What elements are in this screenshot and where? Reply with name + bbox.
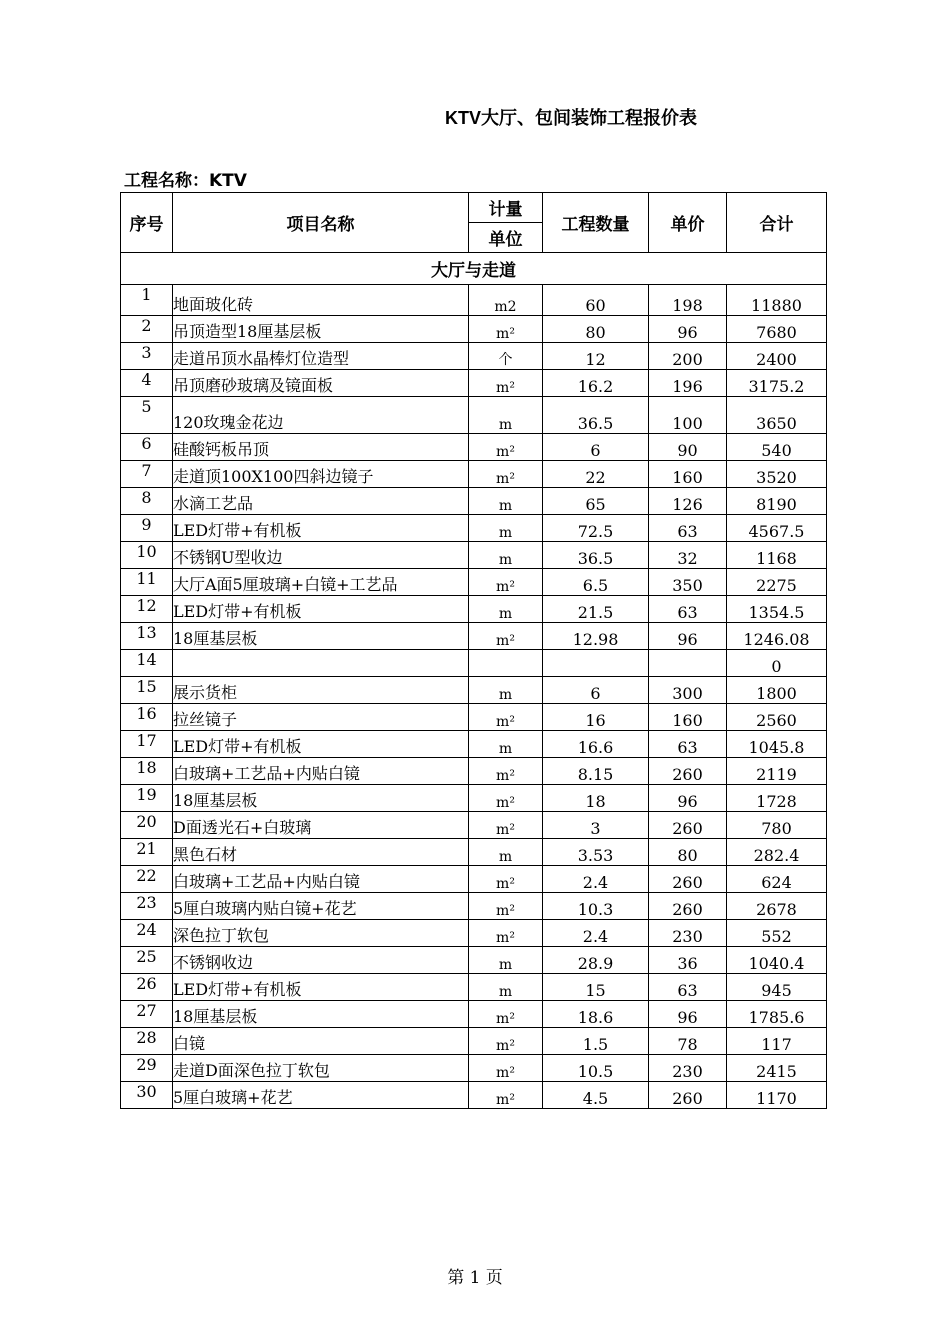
header-price: 单价: [649, 193, 727, 253]
table-row: [121, 704, 827, 731]
row-total: 117: [727, 1028, 827, 1055]
row-no: 22: [121, 866, 173, 893]
row-price: 96: [649, 316, 727, 343]
row-unit: 个: [469, 343, 543, 370]
row-name: 走道D面深色拉丁软包: [173, 1055, 469, 1082]
row-total: 780: [727, 812, 827, 839]
row-total: 11880: [727, 285, 827, 316]
row-price: 96: [649, 623, 727, 650]
row-no: 7: [121, 461, 173, 488]
row-price: 78: [649, 1028, 727, 1055]
row-unit: m²: [469, 623, 543, 650]
table-row: [121, 1001, 827, 1028]
row-no: 16: [121, 704, 173, 731]
row-name: 18厘基层板: [173, 623, 469, 650]
row-price: 32: [649, 542, 727, 569]
row-name: LED灯带+有机板: [173, 974, 469, 1001]
row-unit: m²: [469, 1028, 543, 1055]
row-qty: 2.4: [543, 866, 649, 893]
row-no: 25: [121, 947, 173, 974]
row-qty: [543, 650, 649, 677]
row-price: 96: [649, 1001, 727, 1028]
row-qty: 3: [543, 812, 649, 839]
row-qty: 6.5: [543, 569, 649, 596]
row-no: 9: [121, 515, 173, 542]
row-unit: m²: [469, 461, 543, 488]
row-qty: 6: [543, 434, 649, 461]
row-price: 96: [649, 785, 727, 812]
quote-table: [120, 192, 827, 1109]
row-total: 1168: [727, 542, 827, 569]
row-no: 28: [121, 1028, 173, 1055]
row-qty: 4.5: [543, 1082, 649, 1109]
row-no: 29: [121, 1055, 173, 1082]
row-no: 1: [121, 285, 173, 316]
row-name: [173, 650, 469, 677]
row-unit: m²: [469, 920, 543, 947]
row-total: 1800: [727, 677, 827, 704]
row-no: 23: [121, 893, 173, 920]
row-no: 30: [121, 1082, 173, 1109]
section-title: 大厅与走道: [121, 253, 827, 285]
header-total: 合计: [727, 193, 827, 253]
row-name: 吊顶造型18厘基层板: [173, 316, 469, 343]
row-unit: m²: [469, 1082, 543, 1109]
row-total: 2678: [727, 893, 827, 920]
table-row: [121, 596, 827, 623]
row-price: 260: [649, 866, 727, 893]
row-qty: 22: [543, 461, 649, 488]
row-qty: 80: [543, 316, 649, 343]
row-price: 300: [649, 677, 727, 704]
row-qty: 18: [543, 785, 649, 812]
row-total: 2415: [727, 1055, 827, 1082]
row-total: 1045.8: [727, 731, 827, 758]
table-row: [121, 434, 827, 461]
row-qty: 12.98: [543, 623, 649, 650]
row-total: 3520: [727, 461, 827, 488]
row-total: 1246.08: [727, 623, 827, 650]
row-name: LED灯带+有机板: [173, 515, 469, 542]
row-unit: m²: [469, 866, 543, 893]
row-no: 10: [121, 542, 173, 569]
row-price: 36: [649, 947, 727, 974]
row-unit: m: [469, 488, 543, 515]
row-name: 不锈钢收边: [173, 947, 469, 974]
row-name: 白玻璃+工艺品+内贴白镜: [173, 758, 469, 785]
row-price: 80: [649, 839, 727, 866]
table-row: [121, 677, 827, 704]
row-price: 100: [649, 397, 727, 434]
project-name-label: 工程名称：KTV: [124, 171, 247, 191]
row-name: 深色拉丁软包: [173, 920, 469, 947]
row-unit: m: [469, 596, 543, 623]
row-price: 126: [649, 488, 727, 515]
row-no: 6: [121, 434, 173, 461]
table-row: [121, 974, 827, 1001]
row-unit: m: [469, 947, 543, 974]
row-name: 走道吊顶水晶棒灯位造型: [173, 343, 469, 370]
row-price: 63: [649, 515, 727, 542]
row-qty: 3.53: [543, 839, 649, 866]
row-name: 黑色石材: [173, 839, 469, 866]
row-name: 白镜: [173, 1028, 469, 1055]
table-row: [121, 569, 827, 596]
row-total: 1728: [727, 785, 827, 812]
row-name: 5厘白玻璃+花艺: [173, 1082, 469, 1109]
row-qty: 36.5: [543, 542, 649, 569]
row-unit: m²: [469, 812, 543, 839]
row-price: 260: [649, 893, 727, 920]
row-no: 8: [121, 488, 173, 515]
row-unit: m²: [469, 1055, 543, 1082]
row-qty: 12: [543, 343, 649, 370]
row-qty: 16.2: [543, 370, 649, 397]
row-total: 2400: [727, 343, 827, 370]
row-qty: 65: [543, 488, 649, 515]
row-name: 硅酸钙板吊顶: [173, 434, 469, 461]
table-row: [121, 370, 827, 397]
row-name: LED灯带+有机板: [173, 596, 469, 623]
row-no: 27: [121, 1001, 173, 1028]
row-price: 198: [649, 285, 727, 316]
row-qty: 1.5: [543, 1028, 649, 1055]
row-name: 拉丝镜子: [173, 704, 469, 731]
row-price: 260: [649, 812, 727, 839]
table-row: [121, 488, 827, 515]
table-row: [121, 316, 827, 343]
row-name: 大厅A面5厘玻璃+白镜+工艺品: [173, 569, 469, 596]
row-name: 白玻璃+工艺品+内贴白镜: [173, 866, 469, 893]
row-qty: 10.5: [543, 1055, 649, 1082]
table-row: [121, 839, 827, 866]
row-unit: m: [469, 677, 543, 704]
row-price: 230: [649, 1055, 727, 1082]
row-qty: 60: [543, 285, 649, 316]
row-no: 17: [121, 731, 173, 758]
row-unit: m: [469, 515, 543, 542]
table-row: [121, 542, 827, 569]
row-qty: 36.5: [543, 397, 649, 434]
row-total: 3650: [727, 397, 827, 434]
row-unit: m: [469, 974, 543, 1001]
row-no: 12: [121, 596, 173, 623]
row-price: 260: [649, 758, 727, 785]
table-row: [121, 1082, 827, 1109]
row-total: 2560: [727, 704, 827, 731]
header-row: [121, 193, 827, 223]
row-unit: m²: [469, 758, 543, 785]
row-no: 4: [121, 370, 173, 397]
row-no: 11: [121, 569, 173, 596]
row-name: 不锈钢U型收边: [173, 542, 469, 569]
table-row: [121, 920, 827, 947]
row-name: 展示货柜: [173, 677, 469, 704]
table-row: [121, 1055, 827, 1082]
row-name: 18厘基层板: [173, 1001, 469, 1028]
header-no: 序号: [121, 193, 173, 253]
table-row: [121, 515, 827, 542]
row-no: 19: [121, 785, 173, 812]
row-total: 552: [727, 920, 827, 947]
row-price: 63: [649, 974, 727, 1001]
row-qty: 6: [543, 677, 649, 704]
row-qty: 18.6: [543, 1001, 649, 1028]
row-no: 14: [121, 650, 173, 677]
row-qty: 28.9: [543, 947, 649, 974]
row-unit: m²: [469, 893, 543, 920]
row-no: 20: [121, 812, 173, 839]
row-name: 水滴工艺品: [173, 488, 469, 515]
row-no: 3: [121, 343, 173, 370]
row-total: 282.4: [727, 839, 827, 866]
row-price: 230: [649, 920, 727, 947]
row-total: 0: [727, 650, 827, 677]
row-qty: 15: [543, 974, 649, 1001]
table-row: [121, 461, 827, 488]
row-price: 196: [649, 370, 727, 397]
row-price: [649, 650, 727, 677]
table-row: [121, 397, 827, 434]
row-price: 63: [649, 596, 727, 623]
section-row: [121, 253, 827, 285]
row-unit: m: [469, 397, 543, 434]
row-total: 8190: [727, 488, 827, 515]
row-unit: m: [469, 839, 543, 866]
row-unit: m2: [469, 285, 543, 316]
page-title: KTV大厅、包间装饰工程报价表: [445, 108, 697, 128]
row-no: 18: [121, 758, 173, 785]
row-no: 5: [121, 397, 173, 434]
row-total: 1354.5: [727, 596, 827, 623]
row-price: 160: [649, 461, 727, 488]
row-qty: 2.4: [543, 920, 649, 947]
table-row: [121, 758, 827, 785]
table-row: [121, 812, 827, 839]
row-unit: m²: [469, 370, 543, 397]
row-name: LED灯带+有机板: [173, 731, 469, 758]
row-total: 540: [727, 434, 827, 461]
row-no: 26: [121, 974, 173, 1001]
row-no: 13: [121, 623, 173, 650]
row-no: 21: [121, 839, 173, 866]
row-price: 350: [649, 569, 727, 596]
row-total: 4567.5: [727, 515, 827, 542]
row-qty: 16: [543, 704, 649, 731]
row-name: 地面玻化砖: [173, 285, 469, 316]
row-qty: 16.6: [543, 731, 649, 758]
table-row: [121, 650, 827, 677]
row-total: 7680: [727, 316, 827, 343]
row-qty: 72.5: [543, 515, 649, 542]
table-row: [121, 947, 827, 974]
header-unit-top: 计量: [469, 193, 543, 223]
table-row: [121, 623, 827, 650]
table-row: [121, 785, 827, 812]
row-unit: [469, 650, 543, 677]
row-price: 90: [649, 434, 727, 461]
row-no: 2: [121, 316, 173, 343]
header-name: 项目名称: [173, 193, 469, 253]
header-unit-bottom: 单位: [469, 223, 543, 253]
row-name: 18厘基层板: [173, 785, 469, 812]
table-row: [121, 731, 827, 758]
row-price: 200: [649, 343, 727, 370]
row-qty: 21.5: [543, 596, 649, 623]
row-total: 1040.4: [727, 947, 827, 974]
table-row: [121, 343, 827, 370]
row-name: 5厘白玻璃内贴白镜+花艺: [173, 893, 469, 920]
row-price: 160: [649, 704, 727, 731]
header-qty: 工程数量: [543, 193, 649, 253]
row-name: 走道顶100X100四斜边镜子: [173, 461, 469, 488]
row-no: 24: [121, 920, 173, 947]
row-unit: m: [469, 731, 543, 758]
row-qty: 10.3: [543, 893, 649, 920]
row-unit: m²: [469, 316, 543, 343]
table-row: [121, 285, 827, 316]
table-row: [121, 1028, 827, 1055]
page-number: 第 1 页: [447, 1268, 503, 1288]
row-unit: m²: [469, 704, 543, 731]
table-row: [121, 866, 827, 893]
row-name: 吊顶磨砂玻璃及镜面板: [173, 370, 469, 397]
row-unit: m²: [469, 434, 543, 461]
row-price: 260: [649, 1082, 727, 1109]
row-total: 945: [727, 974, 827, 1001]
table-row: [121, 893, 827, 920]
row-unit: m: [469, 542, 543, 569]
row-no: 15: [121, 677, 173, 704]
row-total: 2119: [727, 758, 827, 785]
row-qty: 8.15: [543, 758, 649, 785]
row-price: 63: [649, 731, 727, 758]
row-name: 120玫瑰金花边: [173, 397, 469, 434]
row-unit: m²: [469, 1001, 543, 1028]
row-total: 3175.2: [727, 370, 827, 397]
row-unit: m²: [469, 569, 543, 596]
row-name: D面透光石+白玻璃: [173, 812, 469, 839]
row-total: 2275: [727, 569, 827, 596]
row-total: 1170: [727, 1082, 827, 1109]
row-unit: m²: [469, 785, 543, 812]
row-total: 624: [727, 866, 827, 893]
row-total: 1785.6: [727, 1001, 827, 1028]
